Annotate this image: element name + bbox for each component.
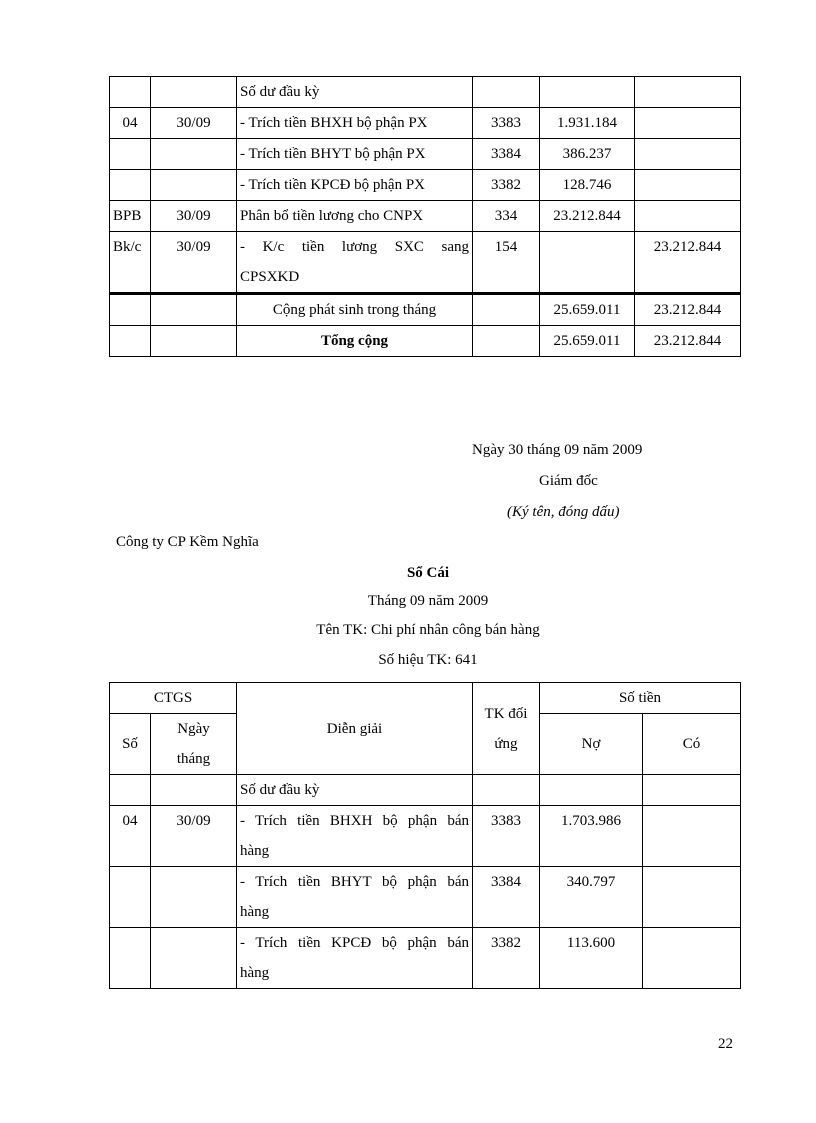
page-number: 22	[718, 1036, 733, 1052]
subtotal-label: Cộng phát sinh trong tháng	[237, 295, 473, 326]
cell-empty	[151, 326, 237, 357]
cell-empty	[473, 326, 540, 357]
cell-no: 340.797	[540, 867, 643, 928]
cell-dien-giai: - Trích tiền KPCĐ bộ phận PX	[237, 170, 473, 201]
cell-so: 04	[110, 108, 151, 139]
subtotal-co: 23.212.844	[635, 295, 741, 326]
cell-empty	[643, 775, 741, 806]
dien-giai-line: - K/c tiền lương SXC sang	[240, 239, 469, 255]
cell-empty	[110, 326, 151, 357]
cell-ngay: 30/09	[151, 806, 237, 867]
cell-no: 386.237	[540, 139, 635, 170]
cell-no: 1.703.986	[540, 806, 643, 867]
cell-empty	[151, 775, 237, 806]
header-co: Có	[643, 714, 741, 775]
dien-giai-line: - Trích tiền BHYT bộ phận bán	[240, 874, 469, 890]
cell-tk: 3382	[473, 170, 540, 201]
cell-co	[635, 77, 741, 108]
cell-dien-giai: Phân bổ tiền lương cho CNPX	[237, 201, 473, 232]
dien-giai-line: - Trích tiền BHXH bộ phận bán	[240, 813, 469, 829]
total-co: 23.212.844	[635, 326, 741, 357]
table-row	[110, 867, 741, 928]
ledger-title: Sổ Cái	[406, 565, 450, 581]
cell-so: 04	[110, 806, 151, 867]
header-so-tien: Số tiền	[540, 683, 741, 714]
cell-empty	[110, 775, 151, 806]
ledger-account-no: Số hiệu TK: 641	[378, 652, 478, 668]
header-ngay	[151, 714, 237, 775]
ledger-account-name: Tên TK: Chi phí nhân công bán hàng	[316, 622, 540, 638]
signature-date: Ngày 30 tháng 09 năm 2009	[472, 442, 643, 458]
total-no: 25.659.011	[540, 326, 635, 357]
cell-empty	[151, 295, 237, 326]
header-tk-line: ứng	[494, 735, 518, 752]
signature-note: (Ký tên, đóng dấu)	[507, 504, 620, 520]
total-label: Tổng cộng	[237, 326, 473, 357]
cell-dien-giai	[237, 232, 473, 293]
header-so: Số	[110, 714, 151, 775]
ledger-table-641	[109, 682, 741, 989]
cell-empty	[110, 295, 151, 326]
table-row	[110, 806, 741, 867]
cell-dien-giai: Số dư đầu kỳ	[237, 775, 473, 806]
table-row	[110, 108, 741, 139]
header-dien-giai: Diễn giải	[237, 683, 473, 775]
cell-no	[540, 77, 635, 108]
subtotal-no: 25.659.011	[540, 295, 635, 326]
cell-tk: 3382	[473, 928, 540, 989]
table-row	[110, 928, 741, 989]
cell-co	[643, 806, 741, 867]
cell-tk	[473, 77, 540, 108]
cell-dien-giai: - Trích tiền BHYT bộ phận PX	[237, 139, 473, 170]
cell-dien-giai: - Trích tiền BHXH bộ phận PX	[237, 108, 473, 139]
cell-tk: 3383	[473, 806, 540, 867]
cell-ngay: 30/09	[151, 201, 237, 232]
header-row	[110, 683, 741, 714]
company-name: Công ty CP Kềm Nghĩa	[116, 534, 259, 550]
cell-tk: 3384	[473, 867, 540, 928]
cell-dien-giai: Số dư đầu kỳ	[237, 77, 473, 108]
ledger-month: Tháng 09 năm 2009	[367, 593, 489, 609]
dien-giai-line: hàng	[240, 843, 270, 859]
cell-so: BPB	[110, 201, 151, 232]
dien-giai-line: hàng	[240, 965, 270, 981]
header-ngay-line: tháng	[176, 751, 211, 767]
cell-so	[110, 867, 151, 928]
cell-tk: 334	[473, 201, 540, 232]
cell-no	[540, 232, 635, 293]
cell-ngay	[151, 139, 237, 170]
table-row	[110, 201, 741, 232]
cell-so: Bk/c	[110, 232, 151, 293]
cell-co	[643, 867, 741, 928]
cell-dien-giai	[237, 806, 473, 867]
cell-no: 1.931.184	[540, 108, 635, 139]
cell-tk: 154	[473, 232, 540, 293]
cell-co	[635, 108, 741, 139]
table-row	[110, 170, 741, 201]
subtotal-row	[110, 295, 741, 326]
cell-co: 23.212.844	[635, 232, 741, 293]
header-no: Nợ	[540, 714, 643, 775]
cell-so	[110, 77, 151, 108]
cell-so	[110, 139, 151, 170]
dien-giai-line: hàng	[240, 904, 270, 920]
total-row	[110, 326, 741, 357]
cell-so	[110, 170, 151, 201]
cell-ngay	[151, 928, 237, 989]
cell-co	[635, 201, 741, 232]
table-row	[110, 775, 741, 806]
cell-empty	[540, 775, 643, 806]
table-row	[110, 77, 741, 108]
cell-ngay: 30/09	[151, 232, 237, 293]
cell-no: 113.600	[540, 928, 643, 989]
cell-ngay	[151, 170, 237, 201]
cell-so	[110, 928, 151, 989]
cell-ngay	[151, 867, 237, 928]
header-ctgs: CTGS	[110, 683, 237, 714]
signature-title: Giám đốc	[539, 473, 598, 489]
header-ngay-line: Ngày	[177, 721, 210, 737]
cell-co	[635, 139, 741, 170]
cell-dien-giai	[237, 928, 473, 989]
table-row	[110, 232, 741, 293]
header-tk-line: TK đối	[484, 705, 528, 722]
header-tk	[473, 683, 540, 775]
cell-tk: 3383	[473, 108, 540, 139]
cell-empty	[473, 295, 540, 326]
cell-empty	[473, 775, 540, 806]
table-row	[110, 139, 741, 170]
cell-dien-giai	[237, 867, 473, 928]
cell-ngay: 30/09	[151, 108, 237, 139]
ledger-table-px	[109, 76, 741, 357]
cell-no: 23.212.844	[540, 201, 635, 232]
cell-ngay	[151, 77, 237, 108]
cell-tk: 3384	[473, 139, 540, 170]
dien-giai-line: - Trích tiền KPCĐ bộ phận bán	[240, 935, 469, 951]
cell-no: 128.746	[540, 170, 635, 201]
cell-co	[643, 928, 741, 989]
cell-co	[635, 170, 741, 201]
dien-giai-line: CPSXKD	[240, 269, 300, 285]
